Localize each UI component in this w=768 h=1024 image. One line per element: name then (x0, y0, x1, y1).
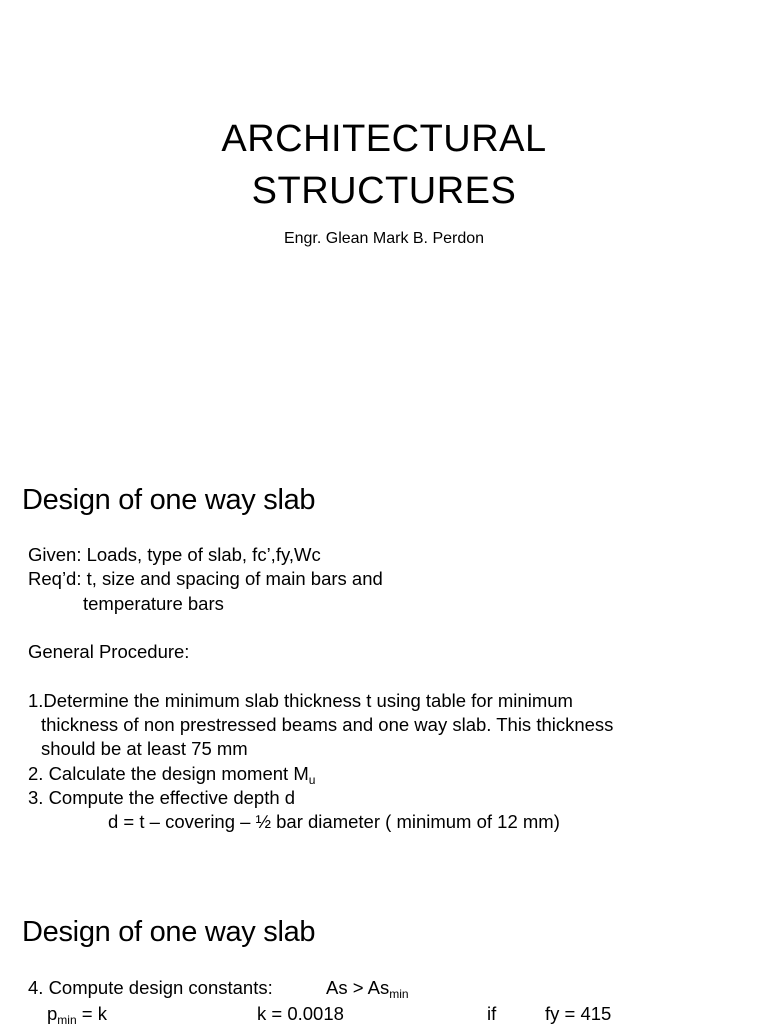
step-4 (28, 976, 748, 1002)
procedure-label: General Procedure: (28, 641, 190, 663)
title-line-2: STRUCTURES (251, 170, 517, 212)
presentation-title (0, 113, 768, 217)
p-subscript: min (57, 1013, 77, 1024)
step-1-line-2: thickness of non prestressed beams and one way slab. This thickness (41, 714, 614, 736)
fy-value: fy = 415 (545, 1003, 612, 1024)
step-2 (28, 762, 613, 786)
title-line-1: ARCHITECTURAL (221, 118, 547, 160)
slide-body (28, 543, 613, 835)
step-4-condition (326, 976, 409, 1000)
step-4-text: 4. Compute design constants: (28, 977, 273, 998)
title-slide (0, 0, 768, 430)
p-min-row (28, 1002, 748, 1024)
step-4-condition-subscript: min (389, 987, 409, 1001)
step-1-line-1: 1.Determine the minimum slab thickness t using table for minimum (28, 689, 573, 711)
given-line: Given: Loads, type of slab, fc’,fy,Wc (28, 544, 321, 565)
step-4-condition-text: As > As (326, 977, 390, 998)
procedure-slide (0, 430, 768, 862)
step-2-text: 2. Calculate the design moment M (28, 762, 309, 784)
p-min-expression (47, 1002, 107, 1024)
slide-heading: Design of one way slab (22, 484, 316, 516)
step-2-subscript: u (308, 772, 316, 787)
step-3: 3. Compute the effective depth d (28, 786, 296, 808)
p-symbol: p (47, 1003, 58, 1024)
p-equation: = k (76, 1003, 107, 1024)
constants-slide (0, 862, 768, 1024)
author-name: Engr. Glean Mark B. Perdon (283, 230, 485, 247)
slide-heading: Design of one way slab (22, 916, 316, 948)
k-value: k = 0.0018 (257, 1003, 344, 1024)
step-3-formula: d = t – covering – ½ bar diameter ( minimum of 12 mm) (108, 811, 560, 833)
required-line: Req’d: t, size and spacing of main bars and (28, 568, 383, 590)
required-line-cont: temperature bars (83, 592, 224, 614)
if-text: if (487, 1003, 497, 1024)
step-1-line-3: should be at least 75 mm (41, 738, 248, 760)
slide-body (28, 976, 748, 1024)
